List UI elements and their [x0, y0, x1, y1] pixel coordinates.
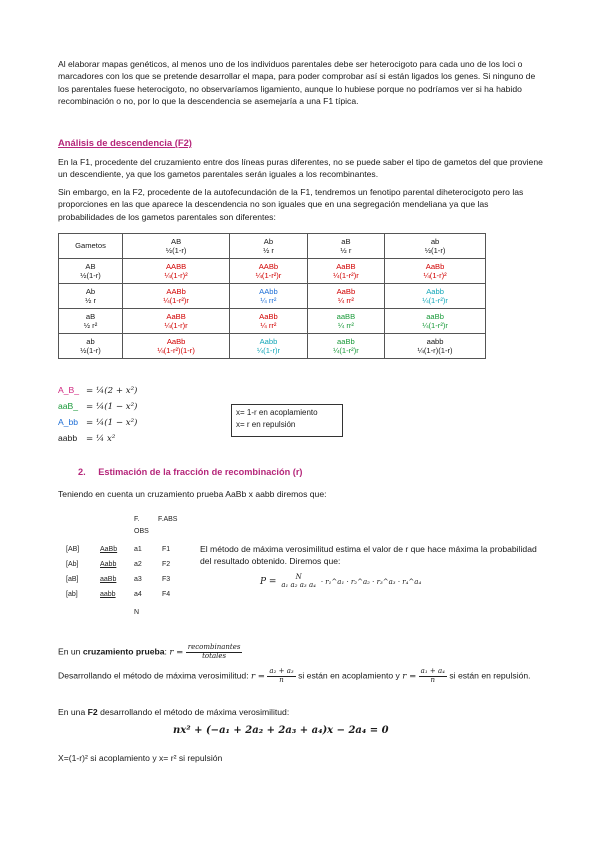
table-cell-3-1-prob: ¼(1-r)r — [256, 346, 281, 355]
table-cell-2-2-prob: ¼ rr² — [337, 321, 354, 330]
phenotype-row — [58, 432, 137, 448]
table-cell-0-0-prob: ¼(1-r)² — [164, 271, 188, 280]
table-corner-genotype: Gametos — [75, 241, 106, 251]
table-cell-0-1 — [230, 259, 307, 284]
phenotype-list — [58, 384, 137, 448]
table-cell-3-1-genotype: Aabb — [259, 336, 278, 346]
phenotype-expr: = ¼(1 − x²) — [86, 402, 138, 412]
note-box — [231, 404, 343, 437]
small-table-cell: [ab] — [66, 591, 78, 598]
col-header-1 — [230, 234, 307, 259]
row-header-0 — [59, 259, 123, 284]
final-line: X=(1-r)² si acoplamiento y x= r² si repulsión — [58, 753, 223, 763]
col-header-3-prob: ½(1-r) — [424, 246, 446, 255]
table-cell-3-1 — [230, 334, 307, 359]
col-header-0 — [123, 234, 230, 259]
table-cell-2-2-genotype: aaBB — [336, 311, 356, 321]
formula-n: N — [295, 573, 302, 581]
small-table-cell: F1 — [162, 546, 171, 553]
table-cell-0-1-genotype: AABb — [258, 261, 279, 271]
max-likelihood-text: El método de máxima verosimilitud estima el valor de r que hace máxima la probabilidad del resultado obtenido. Diremos que: — [200, 544, 537, 567]
small-table-header-obs: OBS — [134, 528, 149, 535]
table-cell-2-3-genotype: aaBb — [426, 311, 444, 321]
small-table-header-fabs: F.ABS — [158, 516, 178, 523]
table-cell-1-0 — [123, 284, 230, 309]
small-table-cell: [Ab] — [66, 561, 79, 568]
phenotype-label: A_bb — [58, 417, 79, 427]
note-line-1: x= 1-r en acoplamiento — [236, 408, 318, 417]
phenotype-label: aabb — [58, 433, 78, 443]
small-table-cell: [AB] — [66, 546, 80, 553]
paragraph-f1: En la F1, procedente del cruzamiento entre dos líneas puras diferentes, no se puede saber el tipo de gametos del que proviene un descendiente, ya que los gametos parentales serán iguales a los recombinantes. — [58, 157, 543, 180]
f2-bold: F2 — [87, 707, 98, 717]
small-table-total: N — [134, 609, 140, 616]
section2-title — [78, 466, 302, 479]
developing-r1: r = — [250, 671, 266, 682]
table-cell-3-2-genotype: aaBb — [337, 336, 355, 346]
table-cell-1-3-prob: ¼(1-r²)r — [422, 296, 448, 305]
row-header-2-genotype: aB — [85, 311, 96, 321]
developing-pre: Desarrollando el método de máxima verosimilitud: — [58, 670, 249, 681]
table-corner — [59, 234, 123, 259]
developing-post: si están en repulsión. — [449, 670, 531, 681]
paragraph-f2: Sin embargo, en la F2, procedente de la autofecundación de la F1, tendremos un fenotipo parental diheterocigoto pero las proporciones en las que aparece la descendencia no son iguales que en una segregación mendeliana ya que las probabilidades de los gametos parentales son diferentes: — [58, 187, 524, 222]
developing-mid: si están en acoplamiento y — [298, 670, 400, 681]
phenotype-label: aaB_ — [58, 401, 79, 411]
table-cell-2-0 — [123, 309, 230, 334]
small-table-cell: aaBb — [100, 576, 117, 583]
col-header-0-prob: ½(1-r) — [165, 246, 187, 255]
table-cell-0-2-genotype: AaBB — [336, 261, 356, 271]
small-table-cell: [aB] — [66, 576, 79, 583]
col-header-0-genotype: AB — [171, 236, 182, 246]
table-cell-1-0-prob: ¼(1-r²)r — [163, 296, 189, 305]
table-cell-0-0-genotype: AABB — [165, 261, 187, 271]
test-cross-den: totales — [202, 651, 227, 660]
phenotype-expr: = ¼(1 − x²) — [86, 418, 138, 428]
col-header-1-prob: ½ r — [262, 246, 274, 255]
table-cell-0-3 — [385, 259, 486, 284]
table-cell-1-0-genotype: AABb — [166, 286, 186, 296]
col-header-2-prob: ½ r — [340, 246, 352, 255]
table-cell-0-0 — [123, 259, 230, 284]
table-cell-3-3 — [385, 334, 486, 359]
table-cell-0-3-genotype: AaBb — [425, 261, 445, 271]
row-header-3 — [59, 334, 123, 359]
note-line-2: x= r en repulsión — [236, 420, 296, 429]
row-header-1-prob: ½ r — [85, 296, 96, 305]
gamete-table — [58, 233, 486, 359]
table-cell-2-3-prob: ¼(1-r²)r — [422, 321, 448, 330]
small-table-cell: Aabb — [100, 561, 117, 568]
row-header-3-prob: ½(1-r) — [80, 346, 101, 355]
table-header-row — [59, 234, 486, 259]
section2-title-text: Estimación de la fracción de recombinación (r) — [98, 467, 303, 477]
small-table-cell: a2 — [134, 561, 142, 568]
table-cell-0-2 — [307, 259, 384, 284]
small-table-cell: aabb — [100, 591, 116, 598]
table-cell-1-3-genotype: Aabb — [426, 286, 444, 296]
table-cell-2-1-prob: ¼ rr² — [260, 321, 277, 330]
table-cell-3-2-prob: ¼(1-r²)r — [333, 346, 359, 355]
formula-a: a₁ a₂ a₃ a₄ — [281, 580, 316, 589]
phenotype-expr: = ¼ x² — [86, 434, 116, 444]
table-cell-1-1-prob: ¼ rr² — [260, 296, 277, 305]
f2-equation: nx² + (−a₁ + 2a₂ + 2a₃ + a₄)x − 2a₄ = 0 — [173, 725, 389, 736]
paragraph-test-cross: Teniendo en cuenta un cruzamiento prueba AaBb x aabb diremos que: — [58, 489, 327, 499]
table-cell-2-2 — [307, 309, 384, 334]
phenotype-row — [58, 384, 137, 400]
row-header-0-prob: ½(1-r) — [80, 271, 101, 280]
table-cell-3-2 — [307, 334, 384, 359]
developing-num1: a₂ + a₃ — [269, 667, 294, 675]
phenotype-row — [58, 416, 137, 432]
test-cross-pre: En un — [58, 646, 81, 657]
small-table-cell: F2 — [162, 561, 171, 568]
table-row — [59, 334, 486, 359]
developing-num2: a₁ + a₄ — [420, 667, 445, 675]
small-table-cell: AaBb — [100, 546, 118, 553]
f2-line — [58, 706, 544, 718]
row-header-1 — [59, 284, 123, 309]
table-cell-1-2-genotype: AaBb — [336, 286, 356, 296]
intro-paragraph: Al elaborar mapas genéticos, al menos uno de los individuos parentales debe ser heterocigoto para cada uno de los loci o marcadores con los que se pretende desarrollar el mapa, para poder comprobar así si están ligados los genes. Si ninguno de los parentales fuese heterocigoto, no observaríamos ligamiento, aunque lo hubiese porque no podríamos ver si ha habido recombinación o no, por lo que la descendencia se asemejaría a una F1 típica. — [58, 59, 536, 107]
phenotype-label: A_B_ — [58, 385, 80, 395]
table-cell-2-3 — [385, 309, 486, 334]
small-table-cell: a3 — [134, 576, 142, 583]
table-cell-2-0-genotype: AaBB — [166, 311, 186, 321]
table-cell-3-3-genotype: aabb — [426, 336, 444, 346]
test-cross-bold: cruzamiento prueba — [82, 646, 165, 657]
small-table-cell: F3 — [162, 576, 171, 583]
table-cell-1-1 — [230, 284, 307, 309]
developing-den1: n — [279, 675, 284, 684]
col-header-2-genotype: aB — [341, 236, 351, 246]
test-cross-line: En un cruzamiento prueba: r = $\frac{\text{recombinantes}}{\text{totales}}$ — [58, 643, 241, 660]
table-row — [59, 259, 486, 284]
row-header-0-genotype: AB — [85, 261, 96, 271]
table-row — [59, 309, 486, 334]
test-cross-num: recombinantes — [187, 643, 241, 651]
formula-p: P = — [260, 577, 277, 588]
table-cell-3-0-genotype: AaBb — [166, 336, 186, 346]
table-cell-1-1-genotype: AAbb — [259, 286, 278, 296]
developing-line — [58, 668, 544, 684]
row-header-2 — [59, 309, 123, 334]
table-row — [59, 284, 486, 309]
table-cell-3-0 — [123, 334, 230, 359]
col-header-2 — [307, 234, 384, 259]
section2-number: 2. — [78, 467, 86, 477]
col-header-3 — [385, 234, 486, 259]
table-cell-2-1-genotype: AaBb — [259, 311, 278, 321]
developing-den2: n — [430, 675, 436, 684]
phenotype-expr: = ¼(2 + x²) — [86, 386, 138, 396]
col-header-3-genotype: ab — [430, 236, 440, 246]
table-cell-1-2-prob: ¼ rr² — [337, 296, 354, 305]
row-header-3-genotype: ab — [86, 336, 95, 346]
table-cell-0-2-prob: ¼(1-r²)r — [333, 271, 359, 280]
table-cell-3-3-prob: ¼(1-r)(1-r) — [417, 346, 453, 355]
small-table-cell: a1 — [134, 546, 142, 553]
small-table-cell: a4 — [134, 591, 142, 598]
phenotype-row — [58, 400, 137, 416]
table-cell-2-1 — [230, 309, 307, 334]
formula-rest: · r₁^a₁ · r₂^a₂ · r₃^a₃ · r₄^a₄ — [320, 578, 422, 587]
test-cross-r: r = — [169, 647, 184, 658]
developing-r2: r = — [402, 671, 417, 682]
table-cell-0-1-prob: ¼(1-r²)r — [255, 271, 282, 280]
table-cell-0-3-prob: ¼(1-r)² — [423, 271, 447, 280]
likelihood-formula — [260, 574, 421, 589]
table-cell-3-0-prob: ¼(1-r²)(1-r) — [157, 346, 195, 355]
small-table-header-f: F. — [134, 516, 140, 523]
row-header-2-prob: ½ r² — [83, 321, 98, 330]
table-cell-2-0-prob: ¼(1-r)r — [164, 321, 188, 330]
table-cell-1-3 — [385, 284, 486, 309]
col-header-1-genotype: Ab — [263, 236, 274, 246]
small-table-cell: F4 — [162, 591, 171, 598]
f2-pre: En una — [58, 707, 86, 717]
row-header-1-genotype: Ab — [85, 286, 96, 296]
table-cell-1-2 — [307, 284, 384, 309]
section1-title: Análisis de descendencia (F2) — [58, 137, 192, 148]
f2-post: desarrollando el método de máxima verosimilitud: — [100, 707, 290, 717]
